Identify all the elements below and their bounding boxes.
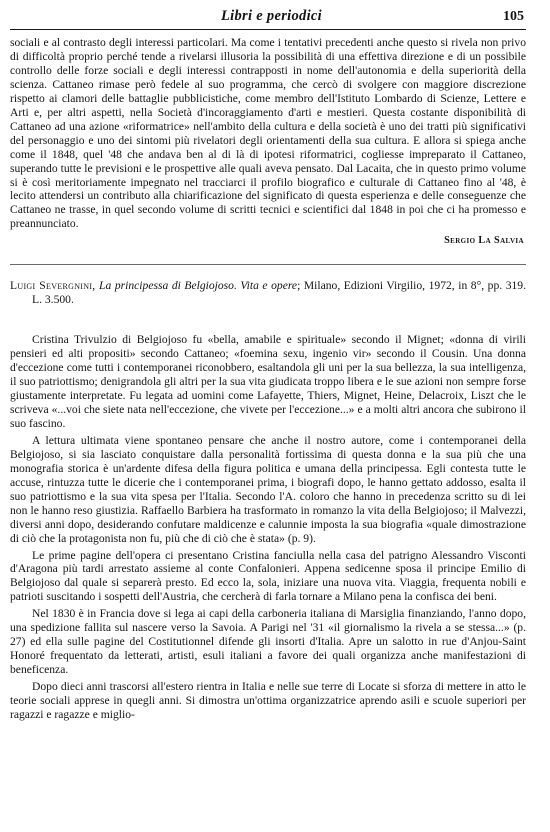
running-title: Libri e periodici (221, 8, 322, 24)
page-number: 105 (503, 9, 524, 24)
review-2-paragraph: A lettura ultimata viene spontaneo pensare che anche il nostro autore, come i contemporanei della Belgiojoso, si sia lasciato conquistare dalla personalità fortissima di questa donna e la sua più che una monografia storica è un'ardente difesa della figura politica e umana della principessa. Egli contesta tutte le accuse, rintuzza tutte le dicerie che i contemporanei prima, i biografi dopo, le hanno gettato addosso, esalta il suo patriottismo e la sua vita spesa per l'Italia. Secondo l'A. coloro che hanno in precedenza scritto su di lei non le hanno reso giustizia. Raffaello Barbiera ha trasformato in romanzo la vita della Belgiojoso; il Malvezzi, diversi anni dopo, desiderando confutare maldicenze e calunnie imposta la sua biografia «quale dimostrazione di ciò che la protagonista non fu, più che di ciò che è stata» (p. 9). (10, 433, 526, 545)
running-head (10, 0, 526, 30)
review-2-paragraph: Le prime pagine dell'opera ci presentano Cristina fanciulla nella casa del patrigno Alessandro Visconti d'Aragona più tardi arrestato assieme al conte Confalonieri. Appena sedicenne sposa il principe Emilio di Belgiojoso dal quale si separerà presto. Ed ecco la, sola, iniziare una nuova vita. Viaggia, frequenta nobili e patrioti suscitando i sospetti dell'Austria, che cercherà di farla tornare a Milano pena la confisca dei beni. (10, 548, 526, 604)
section-divider (10, 264, 526, 265)
citation-author: Luigi Severgnini, (10, 279, 96, 293)
reviewer-signature: Sergio La Salvia (444, 235, 524, 247)
review-2 (10, 333, 526, 722)
citation-title: La principessa di Belgiojoso. Vita e opere (99, 279, 298, 293)
review-1-body: sociali e al contrasto degli interessi particolari. Ma come i tentativi precedenti anche questo si rivela non privo di difficoltà proprio perché tende a rivelarsi illusoria la possibilità di una effettiva direzione e di un possibile controllo delle forze sociali e degli interessi contrapposti in nome dell'autonomia e della superiorità della scienza. Cattaneo rimase però fedele al suo programma, che cercò di svolgere con maggiore discrezione rispetto ai clamori delle battaglie pubblicistiche, come membro dell'Istituto Lombardo di Scienze, Lettere e Arti e, per altri aspetti, nella Società d'incoraggiamento d'arti e mestieri. Questa costante disponibilità di Cattaneo ad una azione «riformatrice» nell'ambito della cultura e della società è uno dei tratti più significativi del personaggio e uno dei sintomi più rivelatori degli orientamenti della sua cultura. E allora si spiega anche come il 1848, quel '48 che andava ben al di là di ipotesi riformatrici, cogliesse impreparato il Cattaneo, superando tutte le previsioni e le prospettive alle quali aveva pensato. Dal Lacaita, che in questo primo volume si è così meritoriamente impegnato nel tracciarci il profilo biografico e culturale di Cattaneo fino al '48, è lecito attendersi un contributo alla chiarificazione del significato di questa esperienza e delle conseguenze che Cattaneo ne trasse, in quel secondo volume di scritti tecnici e scientifici dal 1848 in poi che ci ha promesso e preannunciato. (10, 36, 526, 231)
review-2-paragraph: Cristina Trivulzio di Belgiojoso fu «bella, amabile e spirituale» secondo il Mignet; «donna di virili pensieri ed alti propositi» secondo Cattaneo; «foemina sexu, ingenio vir» secondo il Cousin. Una donna d'eccezione come tutti i contemporanei riconobbero, esaltandola gli uni per la sua bellezza, la sua intelligenza, il suo patriottismo; denigrandola gli altri per la sua vita giudicata troppo libera e le sue azioni non sempre forse giustamente interpretate. Fu legata ad uomini come Lafayette, Thiers, Mignet, Heine, Delacroix, Liszt che le scriveva «...voi che siete nata nell'eccezione, che vivete per l'eccezione...» e a molti altri ancora che subirono il suo fascino. (10, 333, 526, 430)
review-1 (10, 36, 526, 248)
review-2-paragraph: Dopo dieci anni trascorsi all'estero rientra in Italia e nelle sue terre di Locate si sforza di mettere in atto le teorie sociali apprese in quegli anni. Si dimostra un'ottima organizzatrice aprendo asili e scuole superiori per ragazzi e ragazze e miglio- (10, 680, 526, 721)
book-citation (10, 279, 526, 307)
citation-details: ; Milano, Edizioni Virgilio, 1972, in 8°, pp. 319. L. 3.500. (32, 279, 526, 307)
review-2-paragraph: Nel 1830 è in Francia dove si lega ai capi della carboneria italiana di Marsiglia finanziando, l'anno dopo, una spedizione fallita sul nascere verso la Savoia. A Parigi nel '31 «il giornalismo la rivela a se stessa...» (p. 27) ed ella sulle pagine del Costitutionnel difende gli insorti d'Italia. Apre un salotto in rue d'Anjou-Saint Honoré frequentato da letterati, artisti, esuli italiani a favore dei quali organizza anche manifestazioni di beneficenza. (10, 607, 526, 677)
